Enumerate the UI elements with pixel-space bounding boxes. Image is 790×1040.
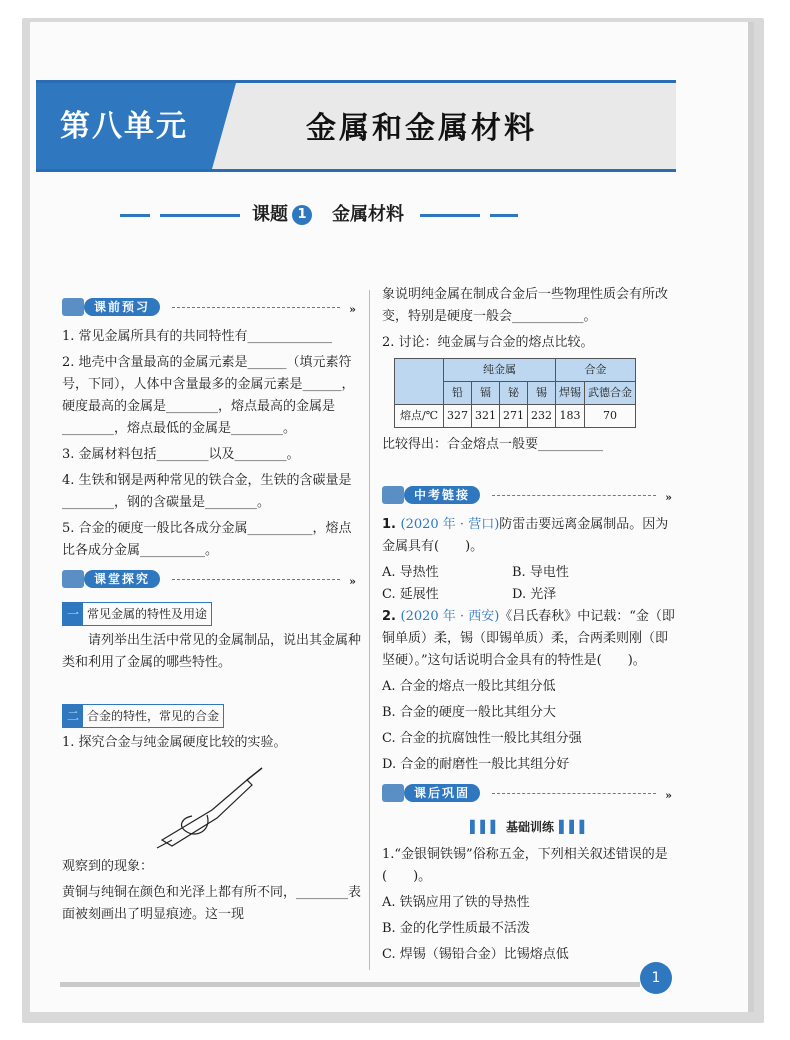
subsection-2-tag: 二: [63, 705, 83, 727]
table-col-header: 镉: [472, 382, 500, 405]
review-question-1-stem: 1.“金银铜铁锡”俗称五金，下列相关叙述错误的是( )。: [382, 847, 668, 884]
option: C. 焊锡（锡铅合金）比锡熔点低: [382, 947, 569, 962]
table-cell: 232: [528, 405, 556, 428]
section-preview-title: 课前预习: [84, 298, 160, 316]
table-corner-cell: [395, 359, 444, 405]
observe-continued-text: 象说明纯金属在制成合金后一些物理性质会有所改变，特别是硬度一般会___________。: [382, 287, 669, 324]
double-chevron-icon: »: [665, 491, 672, 504]
exam-question-2-stem: 《吕氏春秋》中记载：“金（即铜单质）柔，锡（即锡单质）柔，合两柔则刚（即坚硬）。”这句话说明合金具有的特性是( )。: [382, 609, 675, 668]
left-column: [62, 290, 362, 930]
magnifier-icon: [62, 570, 84, 588]
table-group-alloy: 合金: [556, 359, 636, 382]
option: B. 金的化学性质最不活泼: [382, 921, 530, 936]
column-divider: [369, 290, 370, 970]
unit-banner: [36, 80, 676, 172]
right-column: [382, 284, 678, 970]
preview-question-3: 3. 金属材料包括________以及________。: [62, 447, 300, 462]
dashed-line: [172, 307, 340, 308]
exam-question-2-source: (2020 年 · 西安): [400, 609, 500, 624]
option: A. 合金的熔点一般比其组分低: [382, 679, 556, 694]
question-number: 1.: [382, 517, 401, 532]
table-cell: 183: [556, 405, 585, 428]
books-icon: [62, 298, 84, 316]
explore-question-2: 2. 讨论：纯金属与合金的熔点比较。: [382, 335, 594, 350]
option: C. 合金的抗腐蚀性一般比其组分强: [382, 731, 582, 746]
exam-question-1-options-row-1: [382, 562, 678, 584]
section-exam-header: [382, 484, 678, 508]
subsection-1-tag: 一: [63, 603, 83, 625]
exam-question-1: [382, 514, 678, 558]
page-number: 1: [640, 962, 672, 994]
dashed-line: [492, 793, 656, 794]
lesson-prefix: 课题: [252, 204, 288, 225]
preview-question-5: 5. 合金的硬度一般比各成分金属__________，熔点比各成分金属__________。: [62, 521, 352, 558]
table-cell: 271: [500, 405, 528, 428]
table-cell: 321: [472, 405, 500, 428]
exam-question-2: [382, 606, 678, 672]
option: C. 延展性: [382, 587, 439, 602]
table-col-header: 铋: [500, 382, 528, 405]
subsection-2-title: 合金的特性，常见的合金: [87, 709, 220, 723]
section-explore-header: [62, 568, 362, 592]
table-row-label: 熔点/℃: [395, 405, 444, 428]
preview-question-4: 4. 生铁和钢是两种常见的铁合金，生铁的含碳量是________，钢的含碳量是________。: [62, 473, 352, 510]
double-chevron-icon: »: [665, 789, 672, 802]
pencil-icon: [382, 784, 404, 802]
table-cell: 327: [444, 405, 472, 428]
section-review-title: 课后巩固: [404, 784, 480, 802]
bars-icon: ▌▌▌: [470, 820, 506, 834]
table-conclusion: 比较得出：合金熔点一般要__________: [382, 437, 604, 452]
table-col-header: 武德合金: [585, 382, 636, 405]
dashed-line: [172, 579, 340, 580]
melting-point-table: [394, 358, 636, 428]
exam-question-1-source: (2020 年 · 营口): [400, 517, 500, 532]
option: D. 光泽: [512, 587, 557, 602]
subsection-1-heading: [62, 602, 212, 626]
lesson-rule-left: [160, 214, 240, 217]
dashed-line: [492, 495, 656, 496]
table-col-header: 铅: [444, 382, 472, 405]
lesson-rule-right-short: [490, 214, 518, 217]
pen-icon: [382, 486, 404, 504]
hand-scratching-metal-icon: [152, 760, 272, 850]
section-exam-title: 中考链接: [404, 486, 480, 504]
observe-text: 黄铜与纯铜在颜色和光泽上都有所不同，________表面被刻画出了明显痕迹。这一现: [62, 885, 362, 922]
lesson-rule-left-short: [120, 214, 150, 217]
subsection-1-title: 常见金属的特性及用途: [87, 607, 208, 621]
lesson-text: [252, 200, 404, 226]
lesson-heading: [160, 200, 480, 230]
training-title: 基础训练: [505, 820, 554, 834]
exam-question-1-options-row-2: [382, 584, 678, 606]
observe-label: 观察到的现象：: [62, 859, 154, 874]
lesson-rule-right: [420, 214, 480, 217]
table-col-header: 锡: [528, 382, 556, 405]
option: B. 导电性: [512, 565, 569, 580]
unit-label: 第八单元: [60, 109, 188, 144]
double-chevron-icon: »: [349, 575, 356, 588]
table-cell: 70: [585, 405, 636, 428]
question-number: 2.: [382, 609, 401, 624]
option: A. 铁锅应用了铁的导热性: [382, 895, 530, 910]
section-review-header: [382, 782, 678, 806]
option: A. 导热性: [382, 565, 439, 580]
unit-title: 金属和金属材料: [306, 111, 537, 146]
double-chevron-icon: »: [349, 303, 356, 316]
section-preview-header: [62, 296, 362, 320]
lesson-number-badge: 1: [292, 205, 312, 225]
preview-question-2: 2. 地壳中含量最高的金属元素是______（填元素符号，下同），人体中含量最多的金属元素是______，硬度最高的金属是________，熔点最高的金属是________，熔点最低的金属是________。: [62, 355, 355, 436]
option: B. 合金的硬度一般比其组分大: [382, 705, 556, 720]
footer-line: [60, 982, 640, 987]
table-col-header: 焊锡: [556, 382, 585, 405]
training-heading: [382, 816, 678, 838]
preview-question-1: 1. 常见金属所具有的共同特性有_____________: [62, 329, 333, 344]
subsection-2-heading: [62, 704, 224, 728]
subsection-1-text: 请列举出生活中常见的金属制品，说出其金属种类和利用了金属的哪些特性。: [62, 633, 362, 670]
table-group-pure: 纯金属: [444, 359, 556, 382]
scratch-experiment-figure: [62, 760, 362, 850]
lesson-name: 金属材料: [332, 204, 404, 225]
bars-icon: ▌▌▌: [554, 820, 590, 834]
section-explore-title: 课堂探究: [84, 570, 160, 588]
exam-question-1-stem: 防雷击要远离金属制品。因为金属具有( )。: [382, 517, 669, 554]
option: D. 合金的耐磨性一般比其组分好: [382, 757, 570, 772]
subsection-2-question-1: 1. 探究合金与纯金属硬度比较的实验。: [62, 735, 287, 750]
